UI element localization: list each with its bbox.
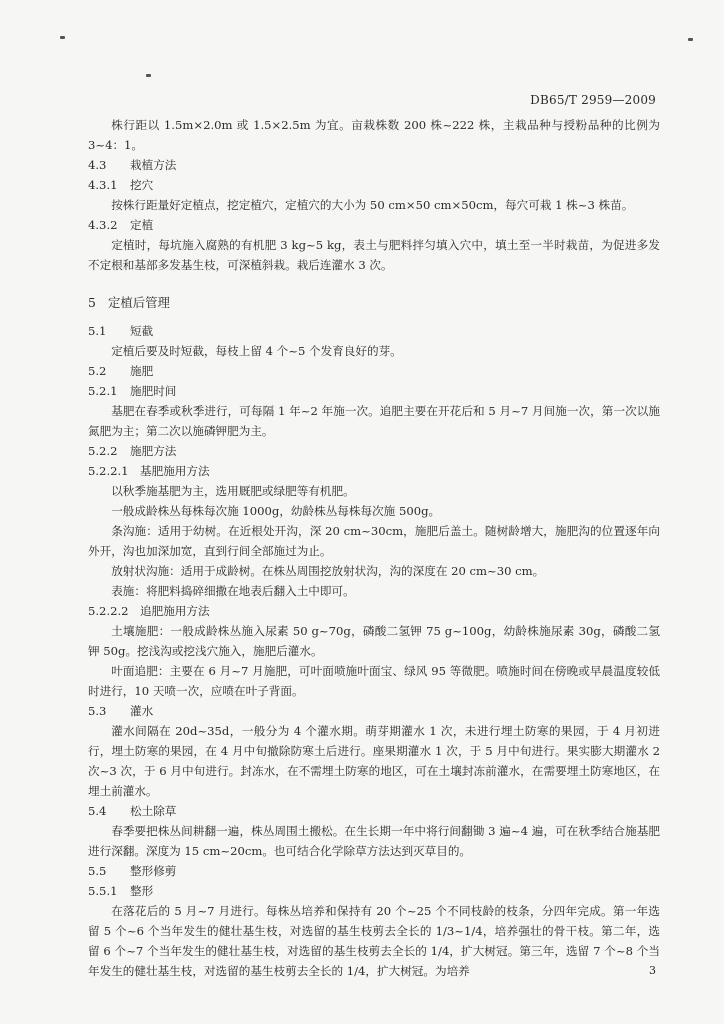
- section-title: 追肥施用方法: [140, 604, 210, 618]
- body-paragraph: 春季要把株丛间耕翻一遍，株丛周围土搬松。在生长期一年中将行间翻锄 3 遍~4 遍，可在秋季结合施基肥进行深翻。深度为 15 cm~20cm。也可结合化学除草方法达到灭草目的。: [88, 824, 660, 858]
- scan-speck: [60, 36, 65, 39]
- section-heading: [88, 881, 660, 901]
- document-code-header: DB65/T 2959—2009: [530, 93, 656, 107]
- section-title: 施肥方法: [130, 444, 177, 458]
- section-heading: [88, 215, 660, 235]
- section-number: 4.3.1: [88, 178, 118, 192]
- section-title: 施肥时间: [130, 384, 177, 398]
- body-paragraph: 株行距以 1.5m×2.0m 或 1.5×2.5m 为宜。亩栽株数 200 株~222 株，主栽品种与授粉品种的比例为 3~4：1。: [88, 118, 660, 152]
- body-paragraph: 土壤施肥：一般成龄株丛施入尿素 50 g~70g，磷酸二氢钾 75 g~100g，幼龄株施尿素 30g，磷酸二氢钾 50g。挖浅沟或挖浅穴施入，施肥后灌水。: [88, 624, 660, 658]
- section-title: 定植: [130, 218, 154, 232]
- section-heading: [88, 801, 660, 821]
- section-number: 5.4: [88, 804, 107, 818]
- body-paragraph: 灌水间隔在 20d~35d，一般分为 4 个灌水期。萌芽期灌水 1 次，未进行埋土防寒的果园，于 4 月初进行，埋土防寒的果园，在 4 月中旬撤除防寒土后进行。座果期灌水 1 次，于 5 月中旬进行。果实膨大期灌水 2 次~3 次，于 6 月中旬进行。封冻水，在不需埋土防寒的地区，可在土壤封冻前灌水，在需要埋土防寒地区，在埋土前灌水。: [88, 724, 660, 798]
- section-title: 整形修剪: [130, 864, 177, 878]
- section-number: 5.2.2: [88, 444, 118, 458]
- section-title: 定植后管理: [108, 295, 170, 310]
- section-title: 基肥施用方法: [140, 464, 210, 478]
- section-number: 4.3.2: [88, 218, 118, 232]
- document-body: [88, 115, 660, 981]
- body-paragraph: 叶面追肥：主要在 6 月~7 月施肥，可叶面喷施叶面宝、绿风 95 等微肥。喷施时间在傍晚或早晨温度较低时进行，10 天喷一次，应喷在叶子背面。: [88, 664, 660, 698]
- section-heading: [88, 701, 660, 721]
- section-heading: [88, 361, 660, 381]
- section-number: 5.2.1: [88, 384, 118, 398]
- body-paragraph: 基肥在春季或秋季进行，可每隔 1 年~2 年施一次。追肥主要在开花后和 5 月~7 月间施一次，第一次以施氮肥为主；第二次以施磷钾肥为主。: [88, 404, 660, 438]
- section-title: 短截: [130, 324, 154, 338]
- section-number: 5.2: [88, 364, 107, 378]
- section-heading: [88, 861, 660, 881]
- body-paragraph: 按株行距量好定植点，挖定植穴，定植穴的大小为 50 cm×50 cm×50cm，每穴可栽 1 株~3 株苗。: [111, 198, 634, 212]
- section-title: 整形: [130, 884, 154, 898]
- scan-speck: [688, 38, 693, 41]
- body-paragraph: 条沟施：适用于幼树。在近根处开沟，深 20 cm~30cm，施肥后盖土。随树龄增大，施肥沟的位置逐年向外开，沟也加深加宽，直到行间全部施过为止。: [88, 524, 660, 558]
- section-number: 5.5: [88, 864, 107, 878]
- spacer: [88, 275, 660, 293]
- section-title: 松土除草: [130, 804, 177, 818]
- body-paragraph: 表施：将肥料捣碎细撒在地表后翻入土中即可。: [111, 584, 355, 598]
- section-heading: [88, 601, 660, 621]
- section-heading: [88, 321, 660, 341]
- body-paragraph: 定植后要及时短截，每枝上留 4 个~5 个发育良好的芽。: [111, 344, 402, 358]
- section-title: 施肥: [130, 364, 154, 378]
- section-title: 栽植方法: [130, 158, 177, 172]
- section-heading: [88, 155, 660, 175]
- body-paragraph: 定植时，每坑施入腐熟的有机肥 3 kg~5 kg，表土与肥料拌匀填入穴中，填土至一半时栽苗，为促进多发不定根和基部多发基生枝，可深植斜栽。栽后连灌水 3 次。: [88, 238, 660, 272]
- section-title: 灌水: [130, 704, 154, 718]
- section-heading: [88, 441, 660, 461]
- spacer: [88, 313, 660, 321]
- section-number: 5.3: [88, 704, 107, 718]
- body-paragraph: 放射状沟施：适用于成龄树。在株丛周围挖放射状沟，沟的深度在 20 cm~30 cm。: [111, 564, 545, 578]
- section-heading: [88, 175, 660, 195]
- section-number: 5: [88, 295, 96, 310]
- scan-speck: [146, 74, 151, 77]
- section-title: 挖穴: [130, 178, 154, 192]
- section-number: 5.1: [88, 324, 107, 338]
- body-paragraph: 一般成龄株丛每株每次施 1000g，幼龄株丛每株每次施 500g。: [111, 504, 441, 518]
- page-number: 3: [649, 964, 656, 977]
- section-heading: [88, 461, 660, 481]
- body-paragraph: 以秋季施基肥为主，选用厩肥或绿肥等有机肥。: [111, 484, 355, 498]
- section-number: 5.2.2.1: [88, 464, 129, 478]
- section-number: 5.2.2.2: [88, 604, 129, 618]
- section-number: 4.3: [88, 158, 107, 172]
- section-number: 5.5.1: [88, 884, 118, 898]
- section-heading: [88, 381, 660, 401]
- body-paragraph: 在落花后的 5 月~7 月进行。每株丛培养和保持有 20 个~25 个不同枝龄的枝条，分四年完成。第一年选留 5 个~6 个当年发生的健壮基生枝，对选留的基生枝剪去全长的 1/3~1/4，培养强壮的骨干枝。第二年，选留 6 个~7 个当年发生的健壮基生枝，对选留的基生枝剪去全长的 1/4，扩大树冠。第三年，选留 7 个~8 个当年发生的健壮基生枝，对选留的基生枝剪去全长的 1/4，扩大树冠。为培养: [88, 904, 660, 978]
- section-heading: [88, 293, 660, 313]
